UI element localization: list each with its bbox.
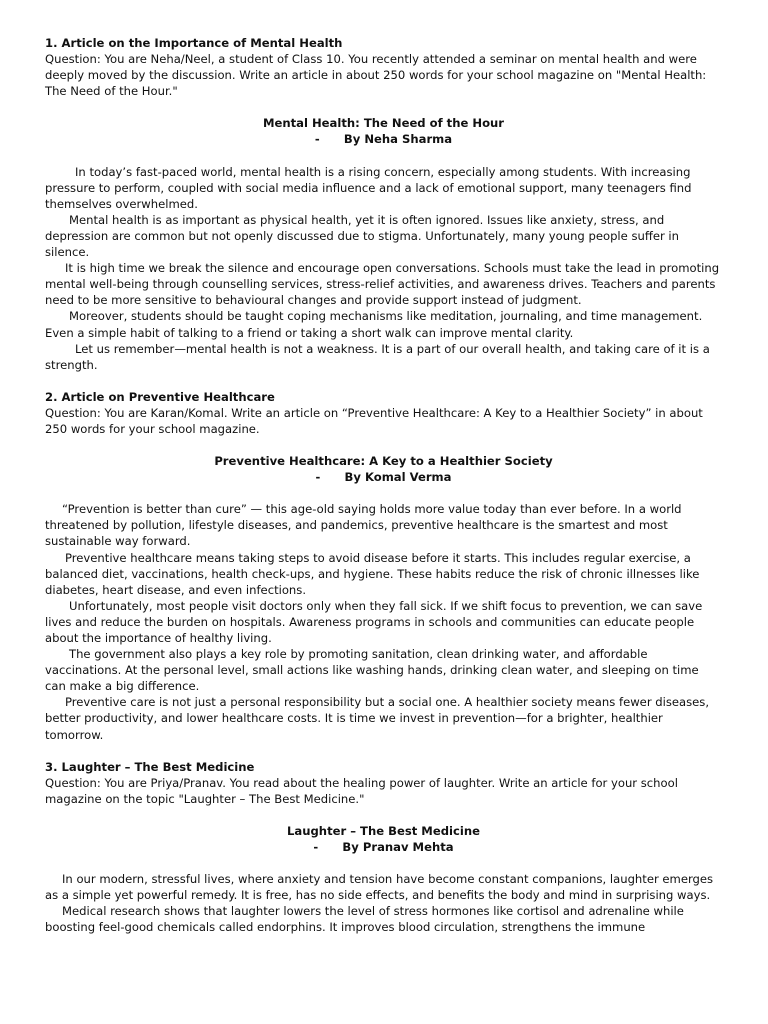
article-headline: Preventive Healthcare: A Key to a Healthier Society xyxy=(214,454,553,469)
article-paragraph: In our modern, stressful lives, where anxiety and tension have become constant companions, laughter emerges as a simple yet powerful remedy. It is free, has no side effects, and benefits the body and mind in surprising ways. xyxy=(45,872,714,903)
article-byline: - By Komal Verma xyxy=(315,470,452,485)
article-byline: - By Pranav Mehta xyxy=(313,840,454,855)
article-header xyxy=(45,823,722,855)
article-header xyxy=(45,453,722,485)
article-headline: Laughter – The Best Medicine xyxy=(287,823,480,838)
question-text: Question: You are Karan/Komal. Write an article on “Preventive Healthcare: A Key to a Healthier Society” in about 250 words for your school magazine. xyxy=(45,405,703,436)
section-title: 1. Article on the Importance of Mental Health xyxy=(45,36,343,50)
article-paragraph: Mental health is as important as physical health, yet it is often ignored. Issues like anxiety, stress, and depression are common but not openly discussed due to stigma. Unfortunately, many young people suffer in silence. xyxy=(45,212,679,260)
section-laughter xyxy=(45,759,722,936)
article-paragraph: Preventive care is not just a personal responsibility but a social one. A healthier society means fewer diseases, better productivity, and lower healthcare costs. It is time we invest in prevention—for a brighter, healthier tomorrow. xyxy=(45,695,710,742)
section-mental-health xyxy=(45,35,722,373)
question-text: Question: You are Priya/Pranav. You read about the healing power of laughter. Write an article for your school magazine on the topic "Laughter – The Best Medicine." xyxy=(45,775,678,806)
article-byline: - By Neha Sharma xyxy=(314,132,453,147)
article-paragraph: Medical research shows that laughter lowers the level of stress hormones like cortisol and adrenaline while boosting feel-good chemicals called endorphins. It improves blood circulation, strengthens the immune xyxy=(45,904,684,935)
section-title: 2. Article on Preventive Healthcare xyxy=(45,389,275,404)
section-preventive-healthcare xyxy=(45,389,722,743)
article-paragraph: The government also plays a key role by promoting sanitation, clean drinking water, and affordable vaccinations. At the personal level, small actions like washing hands, drinking clean water, and sleeping on time can make a big difference. xyxy=(45,647,699,694)
article-paragraph: Let us remember—mental health is not a weakness. It is a part of our overall health, and taking care of it is a strength. xyxy=(45,341,710,372)
article-paragraph: Unfortunately, most people visit doctors only when they fall sick. If we shift focus to prevention, we can save lives and reduce the burden on hospitals. Awareness programs in schools and communities can educate people about the importance of healthy living. xyxy=(45,598,703,645)
article-paragraph: It is high time we break the silence and encourage open conversations. Schools must take the lead in promoting mental well-being through counselling services, stress-relief activities, and awareness drives. Teachers and parents need to be more sensitive to behavioural changes and provide support instead of judgment. xyxy=(45,261,720,308)
article-headline: Mental Health: The Need of the Hour xyxy=(262,116,505,131)
question-text: Question: You are Neha/Neel, a student of Class 10. You recently attended a seminar on mental health and were deeply moved by the discussion. Write an article in about 250 words for your school magazine on "Mental Health: The Need of the Hour." xyxy=(45,52,707,99)
article-paragraph: In today’s fast-paced world, mental health is a rising concern, especially among students. With increasing pressure to perform, coupled with social media influence and a lack of emotional support, many teenagers find themselves overwhelmed. xyxy=(45,164,692,211)
article-header xyxy=(45,115,722,147)
article-paragraph: “Prevention is better than cure” — this age-old saying holds more value today than ever before. In a world threatened by pollution, lifestyle diseases, and pandemics, preventive healthcare is the smartest and most sustainable way forward. xyxy=(45,502,682,549)
section-title: 3. Laughter – The Best Medicine xyxy=(45,759,255,774)
article-paragraph: Moreover, students should be taught coping mechanisms like meditation, journaling, and time management. Even a simple habit of talking to a friend or taking a short walk can improve mental clarity. xyxy=(45,309,703,340)
article-paragraph: Preventive healthcare means taking steps to avoid disease before it starts. This includes regular exercise, a balanced diet, vaccinations, health check-ups, and hygiene. These habits reduce the risk of chronic illnesses like diabetes, heart disease, and even infections. xyxy=(45,550,700,597)
